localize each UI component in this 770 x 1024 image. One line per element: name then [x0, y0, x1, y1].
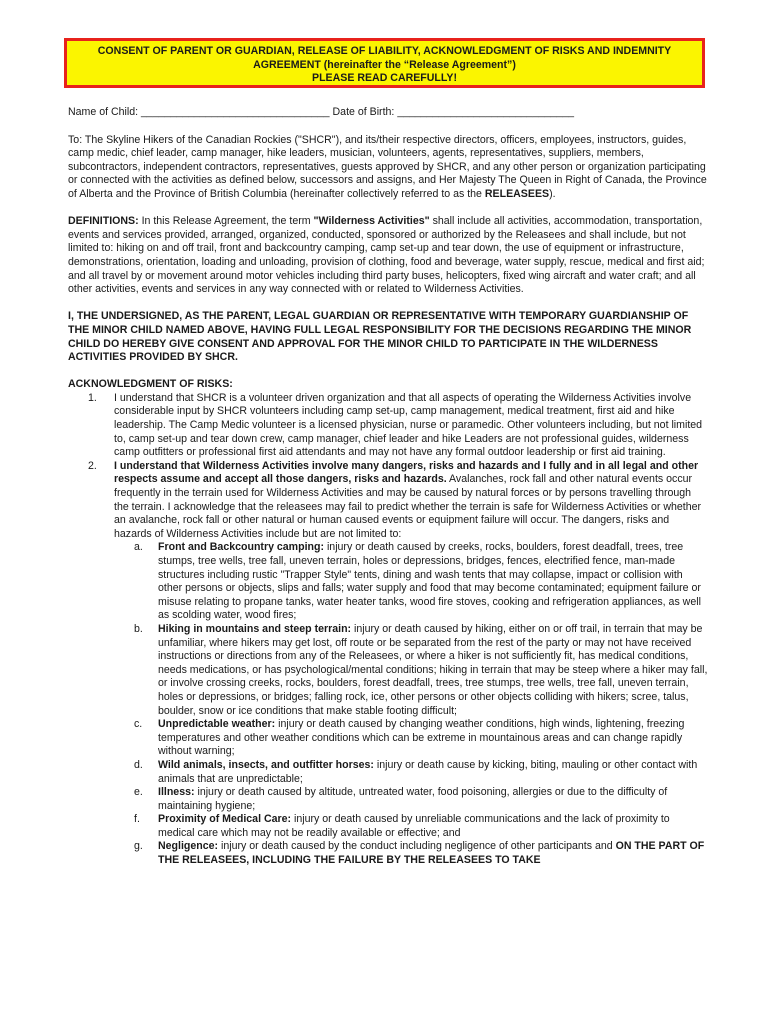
- sub-item-heading: Illness:: [158, 786, 195, 799]
- sub-item-heading: Hiking in mountains and steep terrain:: [158, 622, 352, 635]
- consent-paragraph: I, THE UNDERSIGNED, AS THE PARENT, LEGAL GUARDIAN OR REPRESENTATIVE WITH TEMPORARY GUARDIANSHIP OF THE MINOR CHILD NAMED ABOVE, HAVING FULL LEGAL RESPONSIBILITY FOR THE DECISIONS REGARDING THE MINOR CHILD DO HEREBY GIVE CONSENT AND APPROVAL FOR THE MINOR CHILD TO PARTICIPATE IN THE WILDERNESS ACTIVITIES PROVIDED BY SHCR.: [68, 310, 692, 364]
- item-bold-text: I understand that Wilderness Activities involve many dangers, risks and hazards and I fully and in all legal and other respects assume and accept all those dangers, risks and hazards.: [114, 459, 699, 486]
- list-item: [68, 392, 708, 460]
- sub-item-text: injury or death caused by creeks, rocks, boulders, forest deadfall, trees, tree stumps, tree wells, tree fall, uneven terrain, holes or depressions, bridges, fences, electrified fence, man-made structures including rustic "Trapper Style" tents, dining and wash tents that may collapse, impact or collision with other persons or objects, slips and falls; water supply and food that may become contaminated; equipment failure or misuse relating to propane tanks, water heater tanks, wood fire stoves, cooking and refrigeration appliances, as well as scolding water, wood fires;: [158, 541, 701, 622]
- date-of-birth-field[interactable]: ______________________________: [397, 106, 575, 118]
- agreement-title-box: [64, 38, 705, 88]
- sub-item-heading: Negligence:: [158, 840, 219, 853]
- sub-item-letter: b.: [134, 622, 143, 635]
- sub-item-letter: f.: [134, 813, 140, 826]
- sub-item-heading: Wild animals, insects, and outfitter horses:: [158, 758, 374, 771]
- sub-item-text: injury or death caused by changing weather conditions, high winds, lightening, freezing temperatures and other weather conditions which can be extreme in mountainous areas and can change rapidly without warning;: [158, 718, 685, 758]
- agreement-body: [68, 106, 708, 868]
- sub-item-letter: g.: [134, 840, 143, 853]
- sub-item-text: injury or death cause by kicking, biting, mauling or other contact with animals that are unpredictable;: [158, 758, 698, 785]
- child-name-label: Name of Child:: [68, 106, 139, 118]
- sub-list-item: [68, 759, 708, 786]
- intro-end: ).: [549, 187, 556, 200]
- sub-list-item: [68, 840, 708, 867]
- list-item: [68, 460, 708, 542]
- sub-list-item: [68, 541, 708, 623]
- item-number: 1.: [88, 391, 97, 404]
- sub-item-caps-text: ON THE PART OF THE RELEASEES, INCLUDING THE FAILURE BY THE RELEASEES TO TAKE: [158, 840, 705, 867]
- item-text: I understand that SHCR is a volunteer driven organization and that all aspects of operating the Wilderness Activities involve considerable input by SHCR volunteers including camp set-up, camp management, medical treatment, first aid and hike leadership. The Camp Medic volunteer is a licensed physician, nurse or paramedic. Other volunteers including, but not limited to, camp set-up and tear down crew, camp manager, chief leader and hike Leaders are not professional guides, wilderness camp outfitters or professional first aid attendants and may not have any formal outdoor leadership or first aid training.: [114, 391, 703, 459]
- definitions-label: DEFINITIONS:: [68, 215, 139, 228]
- date-of-birth-label: Date of Birth:: [332, 106, 395, 118]
- sub-item-text: injury or death caused by hiking, either on or off trail, in terrain that may be unfamiliar, where hikers may get lost, off route or be separated from the rest of the party or may not have received instructions or directions from any of the Releasees, or where a hiker is not sufficiently fit, has medical conditions, needs medications, or has psychological/mental conditions; hiking in terrain that may be steep where a hiker may fall, or involve crossing creeks, rocks, boulders, forest deadfall, trees, tree stumps, tree wells, tree fall, uneven terrain, holes or depressions, or bridges; falling rock, ice, other persons or other objects colliding with hikers; scree, talus, boulder, snow or ice conditions that make stable footing difficult;: [158, 622, 708, 717]
- sub-list-item: [68, 623, 708, 718]
- sub-item-text: injury or death caused by unreliable communications and the lack of proximity to medical care which may not be readily available or effective; and: [158, 813, 670, 839]
- item-text: Avalanches, rock fall and other natural events occur frequently in the terrain used for Wilderness Activities and may be caused by natural forces or by persons travelling through the terrain. I acknowledge that the releasees may fail to predict whether the terrain is safe for Wilderness Activities or whether an avalanche, rock fall or other natural or human caused events or equipment failure will occur. The dangers, risks and hazards of Wilderness Activities include but are not limited to:: [114, 473, 702, 540]
- sub-item-letter: e.: [134, 786, 143, 799]
- intro-paragraph: [68, 134, 708, 202]
- sub-item-text: injury or death caused by altitude, untreated water, food poisoning, allergies or due to the difficulty of maintaining hygiene;: [158, 786, 668, 812]
- item-number: 2.: [88, 459, 97, 472]
- title-line-2: AGREEMENT (hereinafter the “Release Agreement”): [253, 58, 516, 71]
- sub-list-item: [68, 786, 708, 813]
- sub-item-heading: Unpredictable weather:: [158, 718, 276, 731]
- child-name-field[interactable]: ________________________________: [141, 106, 330, 118]
- sub-item-letter: a.: [134, 541, 143, 554]
- sub-list-item: [68, 718, 708, 759]
- sub-item-text: injury or death caused by the conduct including negligence of other participants and: [218, 840, 616, 853]
- title-line-1: CONSENT OF PARENT OR GUARDIAN, RELEASE OF LIABILITY, ACKNOWLEDGMENT OF RISKS AND INDEMNITY: [97, 45, 672, 57]
- sub-item-letter: c.: [134, 718, 143, 731]
- intro-text: To: The Skyline Hikers of the Canadian Rockies ("SHCR"), and its/their respective directors, officers, employees, instructors, guides, camp medic, chief leader, camp manager, hike leaders, musician, volunteers, agents, representatives, suppliers, members, subcontractors, independent contractors, representatives, guests approved by SHCR, and any other person or organization participating or connected with the activities as defined below, successors and assigns, and Her Majesty The Queen in Right of Canada, the Province of Alberta and the Province of British Columbia (hereinafter collectively referred to as the: [68, 133, 707, 200]
- wilderness-activities-term: "Wilderness Activities": [313, 215, 430, 228]
- child-info-line: [68, 106, 708, 120]
- sub-item-heading: Front and Backcountry camping:: [158, 541, 324, 554]
- title-line-3: PLEASE READ CAREFULLY!: [312, 72, 457, 85]
- definitions-text-2: shall include all activities, accommodation, transportation, events and services provided, arranged, organized, conducted, sponsored or authorized by the Releasees and shall include, but not limited to: hiking on and off trail, front and backcountry camping, camp set-up and tear down, the use of equipment or infrastructure, demonstrations, orientation, loading and unloading, provision of clothing, food and beverage, water supply, rescue, medical and first aid; and all travel by or movement around motor vehicles including third party buses, helicopters, fixed wing aircraft and water craft; and all other activities, events and services in any way connected with or related to Wilderness Activities.: [68, 215, 705, 296]
- sub-item-heading: Proximity of Medical Care:: [158, 813, 292, 826]
- sub-item-letter: d.: [134, 758, 143, 771]
- acknowledgment-heading: ACKNOWLEDGMENT OF RISKS:: [68, 378, 233, 391]
- definitions-paragraph: [68, 215, 708, 297]
- risk-list: [68, 392, 708, 868]
- sub-list-item: [68, 813, 708, 840]
- releasees-term: RELEASEES: [484, 187, 550, 200]
- definitions-text-1: In this Release Agreement, the term: [138, 215, 314, 228]
